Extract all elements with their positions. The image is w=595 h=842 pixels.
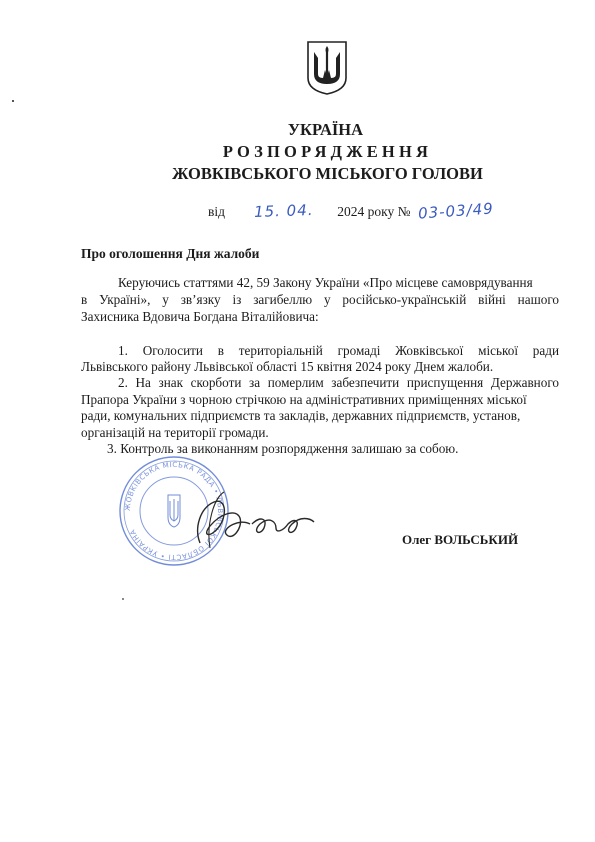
preamble-line: в Україні», у зв’язку із загибеллю у російсько-українській війні нашого [81, 292, 559, 307]
handwritten-date: 15. 04. [254, 200, 315, 222]
order-item-line: організацій на території громади. [81, 425, 269, 440]
signatory-name: Олег ВОЛЬСЬКИЙ [402, 532, 519, 547]
order-item-line: 2. На знак скорботи за померлим забезпечити приспущення Державного [118, 375, 559, 390]
date-prefix: від [208, 204, 225, 219]
coat-of-arms-icon [305, 40, 349, 96]
order-item-line: 1. Оголосити в територіальній громаді Жовківської міської ради [118, 343, 559, 358]
handwritten-number: 03-03/49 [417, 199, 495, 223]
document-subject: Про оголошення Дня жалоби [81, 246, 260, 261]
order-item-line: Львівського району Львівської області 15 квітня 2024 року Днем жалоби. [81, 359, 494, 374]
preamble-line: Керуючись статтями 42, 59 Закону України «Про місцеве самоврядування [118, 275, 533, 290]
handwritten-signature [180, 488, 410, 558]
order-item-line: ради, комунальних підприємств та закладів, державних підприємств, установ, [81, 408, 521, 423]
scan-speck [122, 598, 124, 600]
stamp-ring-text: ЖОВКІВСЬКА МІСЬКА РАДА • ЛЬВІВСЬКОЇ ОБЛАСТІ • УКРАЇНА [123, 460, 225, 562]
order-item-line: 3. Контроль за виконанням розпорядження залишаю за собою. [107, 441, 459, 456]
header-country: УКРАЇНА [287, 120, 364, 139]
header-authority: ЖОВКІВСЬКОГО МІСЬКОГО ГОЛОВИ [172, 164, 483, 183]
header-doc-type: РОЗПОРЯДЖЕННЯ [222, 142, 433, 161]
order-item-line: Прапора України з чорною стрічкою на адміністративних приміщеннях міської [81, 392, 527, 407]
date-year-text: 2024 року № [337, 204, 411, 219]
scan-speck [12, 100, 14, 102]
preamble-line: Захисника Вдовича Богдана Віталійовича: [81, 309, 319, 324]
date-line [208, 199, 495, 223]
